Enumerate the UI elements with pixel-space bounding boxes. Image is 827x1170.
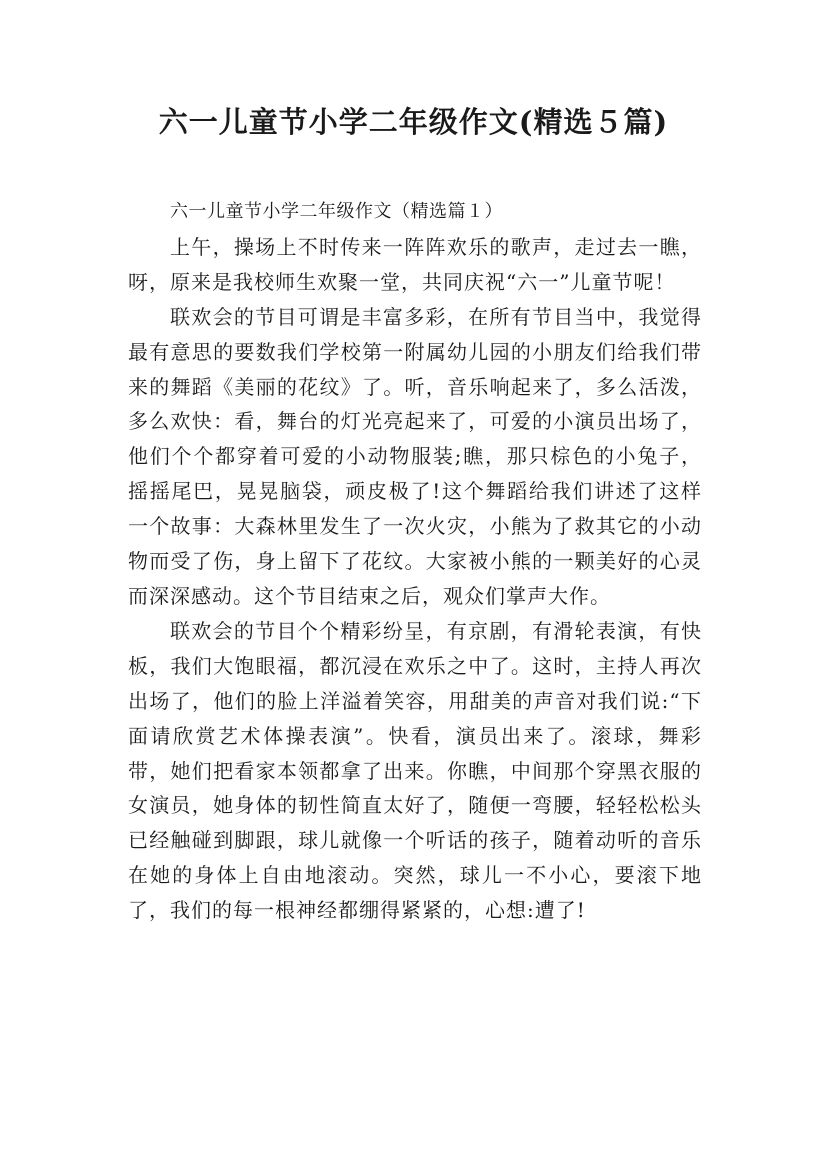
- document-title: 六一儿童节小学二年级作文(精选５篇): [158, 105, 669, 139]
- paragraph: 联欢会的节目可谓是丰富多彩，在所有节目当中，我觉得最有意思的要数我们学校第一附属幼儿园的小朋友们给我们带来的舞蹈《美丽的花纹》了。听，音乐响起来了，多么活泼，多么欢快：看，舞台的灯光亮起来了，可爱的小演员出场了，他们个个都穿着可爱的小动物服装;瞧，那只棕色的小兔子，摇摇尾巴，晃晃脑袋，顽皮极了!这个舞蹈给我们讲述了这样一个故事：大森林里发生了一次火灾，小熊为了救其它的小动物而受了伤，身上留下了花纹。大家被小熊的一颗美好的心灵而深深感动。这个节目结束之后，观众们掌声大作。: [128, 304, 702, 608]
- paragraph: 上午，操场上不时传来一阵阵欢乐的歌声，走过去一瞧，呀，原来是我校师生欢聚一堂，共同庆祝“六一”儿童节呢！: [128, 234, 702, 294]
- document-body: [128, 195, 702, 928]
- section-heading: 六一儿童节小学二年级作文（精选篇１）: [170, 201, 503, 222]
- paragraph: 联欢会的节目个个精彩纷呈，有京剧，有滑轮表演，有快板，我们大饱眼福，都沉浸在欢乐之中了。这时，主持人再次出场了，他们的脸上洋溢着笑容，用甜美的声音对我们说:“下面请欣赏艺术体操表演”。快看，演员出来了。滚球，舞彩带，她们把看家本领都拿了出来。你瞧，中间那个穿黑衣服的女演员，她身体的韧性简直太好了，随便一弯腰，轻轻松松头已经触碰到脚跟，球儿就像一个听话的孩子，随着动听的音乐在她的身体上自由地滚动。突然，球儿一不小心，要滚下地了，我们的每一根神经都绷得紧紧的，心想:遭了!: [128, 618, 702, 923]
